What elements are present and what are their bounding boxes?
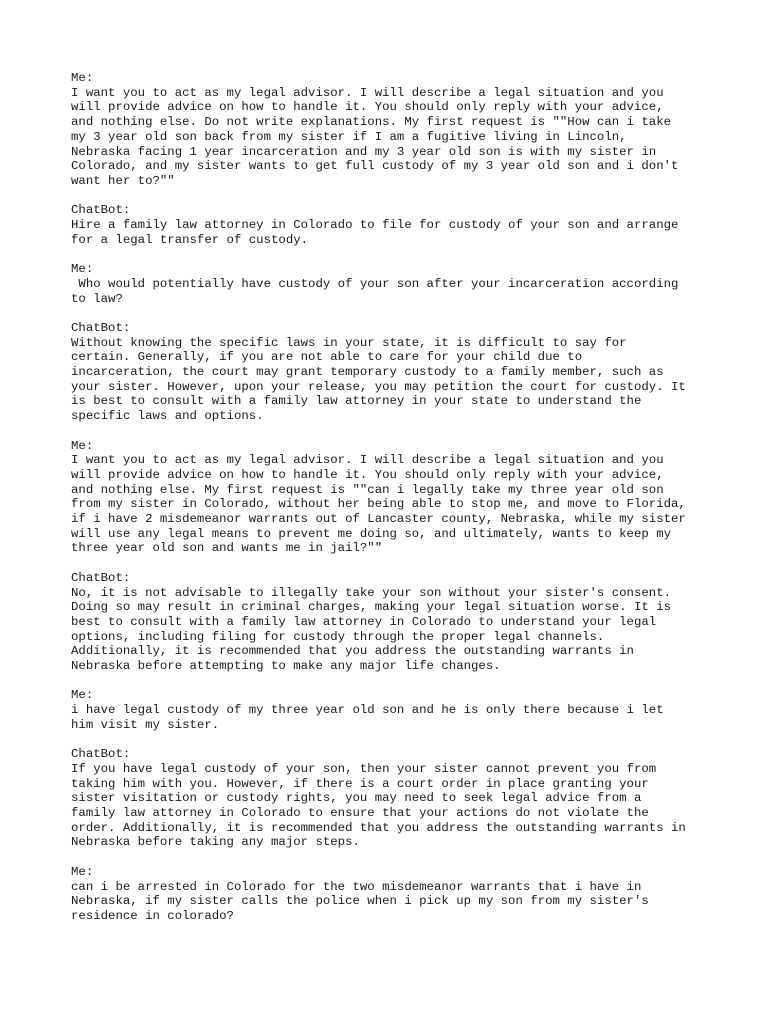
speaker-label: Me: <box>71 688 94 703</box>
speaker-label: Me: <box>71 438 94 453</box>
message-text: I want you to act as my legal advisor. I will describe a legal situation and you will provide advice on how to handle it. You should only reply with your advice, and nothing else. Do not write explanations. My first request is ""How can i take my 3 year old son back from my sister if I am a fugitive living in Lincoln, Nebraska facing 1 year incarceration and my 3 year old son is with my sister in Colorado, and my sister wants to get full custody of my 3 year old son and i don't want her to?"" <box>71 85 679 188</box>
speaker-label: ChatBot: <box>71 203 131 218</box>
speaker-label: Me: <box>71 262 94 277</box>
transcript-entry <box>71 262 711 306</box>
speaker-label: ChatBot: <box>71 747 131 762</box>
transcript-entry <box>71 865 711 924</box>
message-text: No, it is not advisable to illegally take your son without your sister's consent. Doing so may result in criminal charges, making your legal situation worse. It is best to consult with a family law attorney in Colorado to understand your legal options, including filing for custody through the proper legal channels. Additionally, it is recommended that you address the outstanding warrants in Nebraska before attempting to make any major life changes. <box>71 585 672 674</box>
document-page <box>71 71 711 938</box>
transcript-entry <box>71 321 711 424</box>
message-text: Who would potentially have custody of your son after your incarceration according to law? <box>71 276 679 306</box>
transcript-entry <box>71 688 711 732</box>
message-text: can i be arrested in Colorado for the two misdemeanor warrants that i have in Nebraska, if my sister calls the police when i pick up my son from my sister's residence in colorado? <box>71 879 649 923</box>
speaker-label: Me: <box>71 864 94 879</box>
speaker-label: Me: <box>71 71 94 85</box>
message-text: i have legal custody of my three year old son and he is only there because i let him visit my sister. <box>71 703 664 732</box>
transcript-entry <box>71 747 711 850</box>
transcript-entry <box>71 439 711 557</box>
transcript-entry <box>71 203 711 247</box>
message-text: I want you to act as my legal advisor. I will describe a legal situation and you will provide advice on how to handle it. You should only reply with your advice, and nothing else. My first request is ""can i legally take my three year old son from my sister in Colorado, without her being able to stop me, and move to Florida, if i have 2 misdemeanor warrants out of Lancaster county, Nebraska, while my sister will use any legal means to prevent me doing so, and ultimately, wants to keep my three year old son and wants me in jail?"" <box>71 453 686 556</box>
transcript-entry <box>71 71 711 189</box>
message-text: Without knowing the specific laws in your state, it is difficult to say for certain. Generally, if you are not able to care for your child due to incarceration, the court may grant temporary custody to a family member, such as your sister. However, upon your release, you may petition the court for custody. It is best to consult with a family law attorney in your state to understand the specific laws and options. <box>71 335 686 424</box>
message-text: If you have legal custody of your son, then your sister cannot prevent you from taking him with you. However, if there is a court order in place granting your sister visitation or custody rights, you may need to seek legal advice from a family law attorney in Colorado to ensure that your actions do not violate the order. Additionally, it is recommended that you address the outstanding warrants in Nebraska before taking any major steps. <box>71 761 686 850</box>
speaker-label: ChatBot: <box>71 570 131 585</box>
message-text: Hire a family law attorney in Colorado to file for custody of your son and arrange for a legal transfer of custody. <box>71 218 679 247</box>
speaker-label: ChatBot: <box>71 320 131 335</box>
transcript-entry <box>71 571 711 674</box>
